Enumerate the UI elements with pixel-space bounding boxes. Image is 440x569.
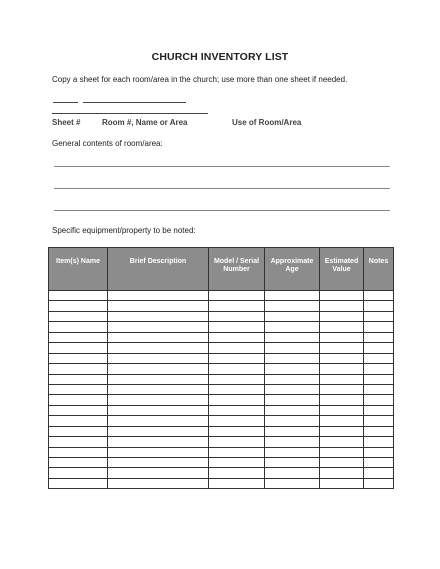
table-cell[interactable]: [320, 332, 364, 342]
table-cell[interactable]: [209, 468, 265, 478]
table-row: [49, 416, 394, 426]
table-cell[interactable]: [108, 291, 209, 301]
general-contents-label: General contents of room/area:: [52, 139, 163, 148]
table-cell[interactable]: [265, 353, 320, 363]
document-title: CHURCH INVENTORY LIST: [151, 51, 289, 63]
table-cell[interactable]: [320, 478, 364, 488]
general-contents-line-1[interactable]: [54, 166, 390, 167]
table-cell[interactable]: [209, 478, 265, 488]
table-cell[interactable]: [209, 405, 265, 415]
table-cell[interactable]: [49, 478, 108, 488]
table-cell[interactable]: [108, 468, 209, 478]
table-cell[interactable]: [265, 384, 320, 394]
table-cell[interactable]: [265, 416, 320, 426]
table-cell[interactable]: [49, 416, 108, 426]
table-cell[interactable]: [320, 395, 364, 405]
table-cell[interactable]: [364, 311, 394, 321]
room-use-label: Use of Room/Area: [232, 118, 302, 127]
inventory-table: [48, 247, 394, 489]
table-row: [49, 384, 394, 394]
table-cell[interactable]: [209, 322, 265, 332]
room-name-label: Room #, Name or Area: [102, 118, 188, 127]
table-cell[interactable]: [364, 364, 394, 374]
table-cell[interactable]: [364, 322, 394, 332]
sheet-number-blank[interactable]: [53, 102, 78, 103]
table-cell[interactable]: [364, 395, 394, 405]
general-contents-line-2[interactable]: [54, 188, 390, 189]
table-cell[interactable]: [49, 437, 108, 447]
table-cell[interactable]: [320, 343, 364, 353]
table-cell[interactable]: [108, 353, 209, 363]
table-cell[interactable]: [265, 291, 320, 301]
table-cell[interactable]: [320, 364, 364, 374]
table-cell[interactable]: [364, 437, 394, 447]
table-cell[interactable]: [49, 426, 108, 436]
table-cell[interactable]: [108, 364, 209, 374]
table-cell[interactable]: [364, 291, 394, 301]
table-cell[interactable]: [209, 374, 265, 384]
table-cell[interactable]: [49, 364, 108, 374]
table-cell[interactable]: [108, 395, 209, 405]
table-cell[interactable]: [265, 374, 320, 384]
table-cell[interactable]: [320, 291, 364, 301]
table-cell[interactable]: [108, 426, 209, 436]
room-name-blank[interactable]: [83, 102, 186, 103]
table-cell[interactable]: [108, 322, 209, 332]
table-cell[interactable]: [265, 322, 320, 332]
table-cell[interactable]: [108, 416, 209, 426]
table-cell[interactable]: [320, 384, 364, 394]
table-row: [49, 364, 394, 374]
table-cell[interactable]: [108, 437, 209, 447]
table-row: [49, 322, 394, 332]
column-header-value: Estimated Value: [320, 248, 364, 291]
table-cell[interactable]: [108, 332, 209, 342]
table-cell[interactable]: [265, 458, 320, 468]
table-row: [49, 374, 394, 384]
table-cell[interactable]: [265, 311, 320, 321]
sheet-number-label: Sheet #: [52, 118, 81, 127]
table-cell[interactable]: [209, 416, 265, 426]
table-cell[interactable]: [364, 447, 394, 457]
table-cell[interactable]: [108, 374, 209, 384]
table-cell[interactable]: [265, 468, 320, 478]
table-row: [49, 395, 394, 405]
table-cell[interactable]: [320, 468, 364, 478]
instructions-text: Copy a sheet for each room/area in the church; use more than one sheet if needed.: [52, 75, 348, 84]
table-cell[interactable]: [209, 311, 265, 321]
table-cell[interactable]: [49, 322, 108, 332]
table-row: [49, 468, 394, 478]
table-cell[interactable]: [364, 405, 394, 415]
table-cell[interactable]: [49, 374, 108, 384]
table-cell[interactable]: [364, 343, 394, 353]
table-cell[interactable]: [265, 332, 320, 342]
table-cell[interactable]: [49, 332, 108, 342]
specific-equipment-label: Specific equipment/property to be noted:: [52, 226, 196, 235]
table-cell[interactable]: [265, 405, 320, 415]
table-cell[interactable]: [364, 332, 394, 342]
table-cell[interactable]: [265, 447, 320, 457]
table-cell[interactable]: [108, 343, 209, 353]
table-cell[interactable]: [209, 353, 265, 363]
table-cell[interactable]: [265, 395, 320, 405]
table-cell[interactable]: [209, 447, 265, 457]
table-cell[interactable]: [364, 426, 394, 436]
table-cell[interactable]: [209, 364, 265, 374]
table-cell[interactable]: [320, 322, 364, 332]
table-cell[interactable]: [49, 447, 108, 457]
table-cell[interactable]: [49, 468, 108, 478]
column-header-age: Approximate Age: [265, 248, 320, 291]
table-row: [49, 447, 394, 457]
table-cell[interactable]: [209, 343, 265, 353]
table-row: [49, 458, 394, 468]
table-cell[interactable]: [108, 311, 209, 321]
table-row: [49, 353, 394, 363]
table-cell[interactable]: [209, 458, 265, 468]
table-cell[interactable]: [108, 384, 209, 394]
table-cell[interactable]: [108, 458, 209, 468]
table-cell[interactable]: [320, 416, 364, 426]
header-field-underline: [52, 113, 208, 114]
table-cell[interactable]: [49, 395, 108, 405]
column-header-notes: Notes: [364, 248, 394, 291]
table-cell[interactable]: [364, 478, 394, 488]
table-cell[interactable]: [209, 384, 265, 394]
column-header-item-name: Item(s) Name: [49, 248, 108, 291]
table-row: [49, 301, 394, 311]
table-cell[interactable]: [265, 364, 320, 374]
table-cell[interactable]: [49, 384, 108, 394]
table-cell[interactable]: [209, 426, 265, 436]
table-row: [49, 332, 394, 342]
table-cell[interactable]: [364, 468, 394, 478]
table-cell[interactable]: [320, 437, 364, 447]
table-cell[interactable]: [320, 311, 364, 321]
table-cell[interactable]: [320, 405, 364, 415]
table-cell[interactable]: [49, 301, 108, 311]
table-cell[interactable]: [265, 437, 320, 447]
table-cell[interactable]: [364, 416, 394, 426]
table-cell[interactable]: [364, 374, 394, 384]
table-cell[interactable]: [108, 478, 209, 488]
table-cell[interactable]: [320, 301, 364, 311]
table-cell[interactable]: [209, 291, 265, 301]
table-cell[interactable]: [49, 458, 108, 468]
table-cell[interactable]: [320, 447, 364, 457]
table-cell[interactable]: [49, 343, 108, 353]
table-cell[interactable]: [265, 343, 320, 353]
table-cell[interactable]: [265, 478, 320, 488]
table-cell[interactable]: [49, 353, 108, 363]
table-cell[interactable]: [108, 447, 209, 457]
table-row: [49, 426, 394, 436]
column-header-description: Brief Description: [108, 248, 209, 291]
table-cell[interactable]: [209, 395, 265, 405]
table-row: [49, 405, 394, 415]
table-cell[interactable]: [209, 332, 265, 342]
inventory-rows: [49, 291, 394, 489]
table-row: [49, 478, 394, 488]
table-cell[interactable]: [108, 301, 209, 311]
table-cell[interactable]: [364, 458, 394, 468]
general-contents-line-3[interactable]: [54, 210, 390, 211]
table-row: [49, 343, 394, 353]
table-cell[interactable]: [320, 374, 364, 384]
table-row: [49, 291, 394, 301]
table-cell[interactable]: [49, 405, 108, 415]
table-cell[interactable]: [364, 384, 394, 394]
table-cell[interactable]: [49, 311, 108, 321]
table-cell[interactable]: [209, 437, 265, 447]
table-cell[interactable]: [49, 291, 108, 301]
table-cell[interactable]: [265, 426, 320, 436]
table-cell[interactable]: [108, 405, 209, 415]
table-cell[interactable]: [265, 301, 320, 311]
table-cell[interactable]: [320, 353, 364, 363]
table-cell[interactable]: [320, 458, 364, 468]
table-cell[interactable]: [209, 301, 265, 311]
table-cell[interactable]: [320, 426, 364, 436]
table-row: [49, 437, 394, 447]
table-cell[interactable]: [364, 301, 394, 311]
column-header-model-serial: Model / Serial Number: [209, 248, 265, 291]
table-row: [49, 311, 394, 321]
table-cell[interactable]: [364, 353, 394, 363]
